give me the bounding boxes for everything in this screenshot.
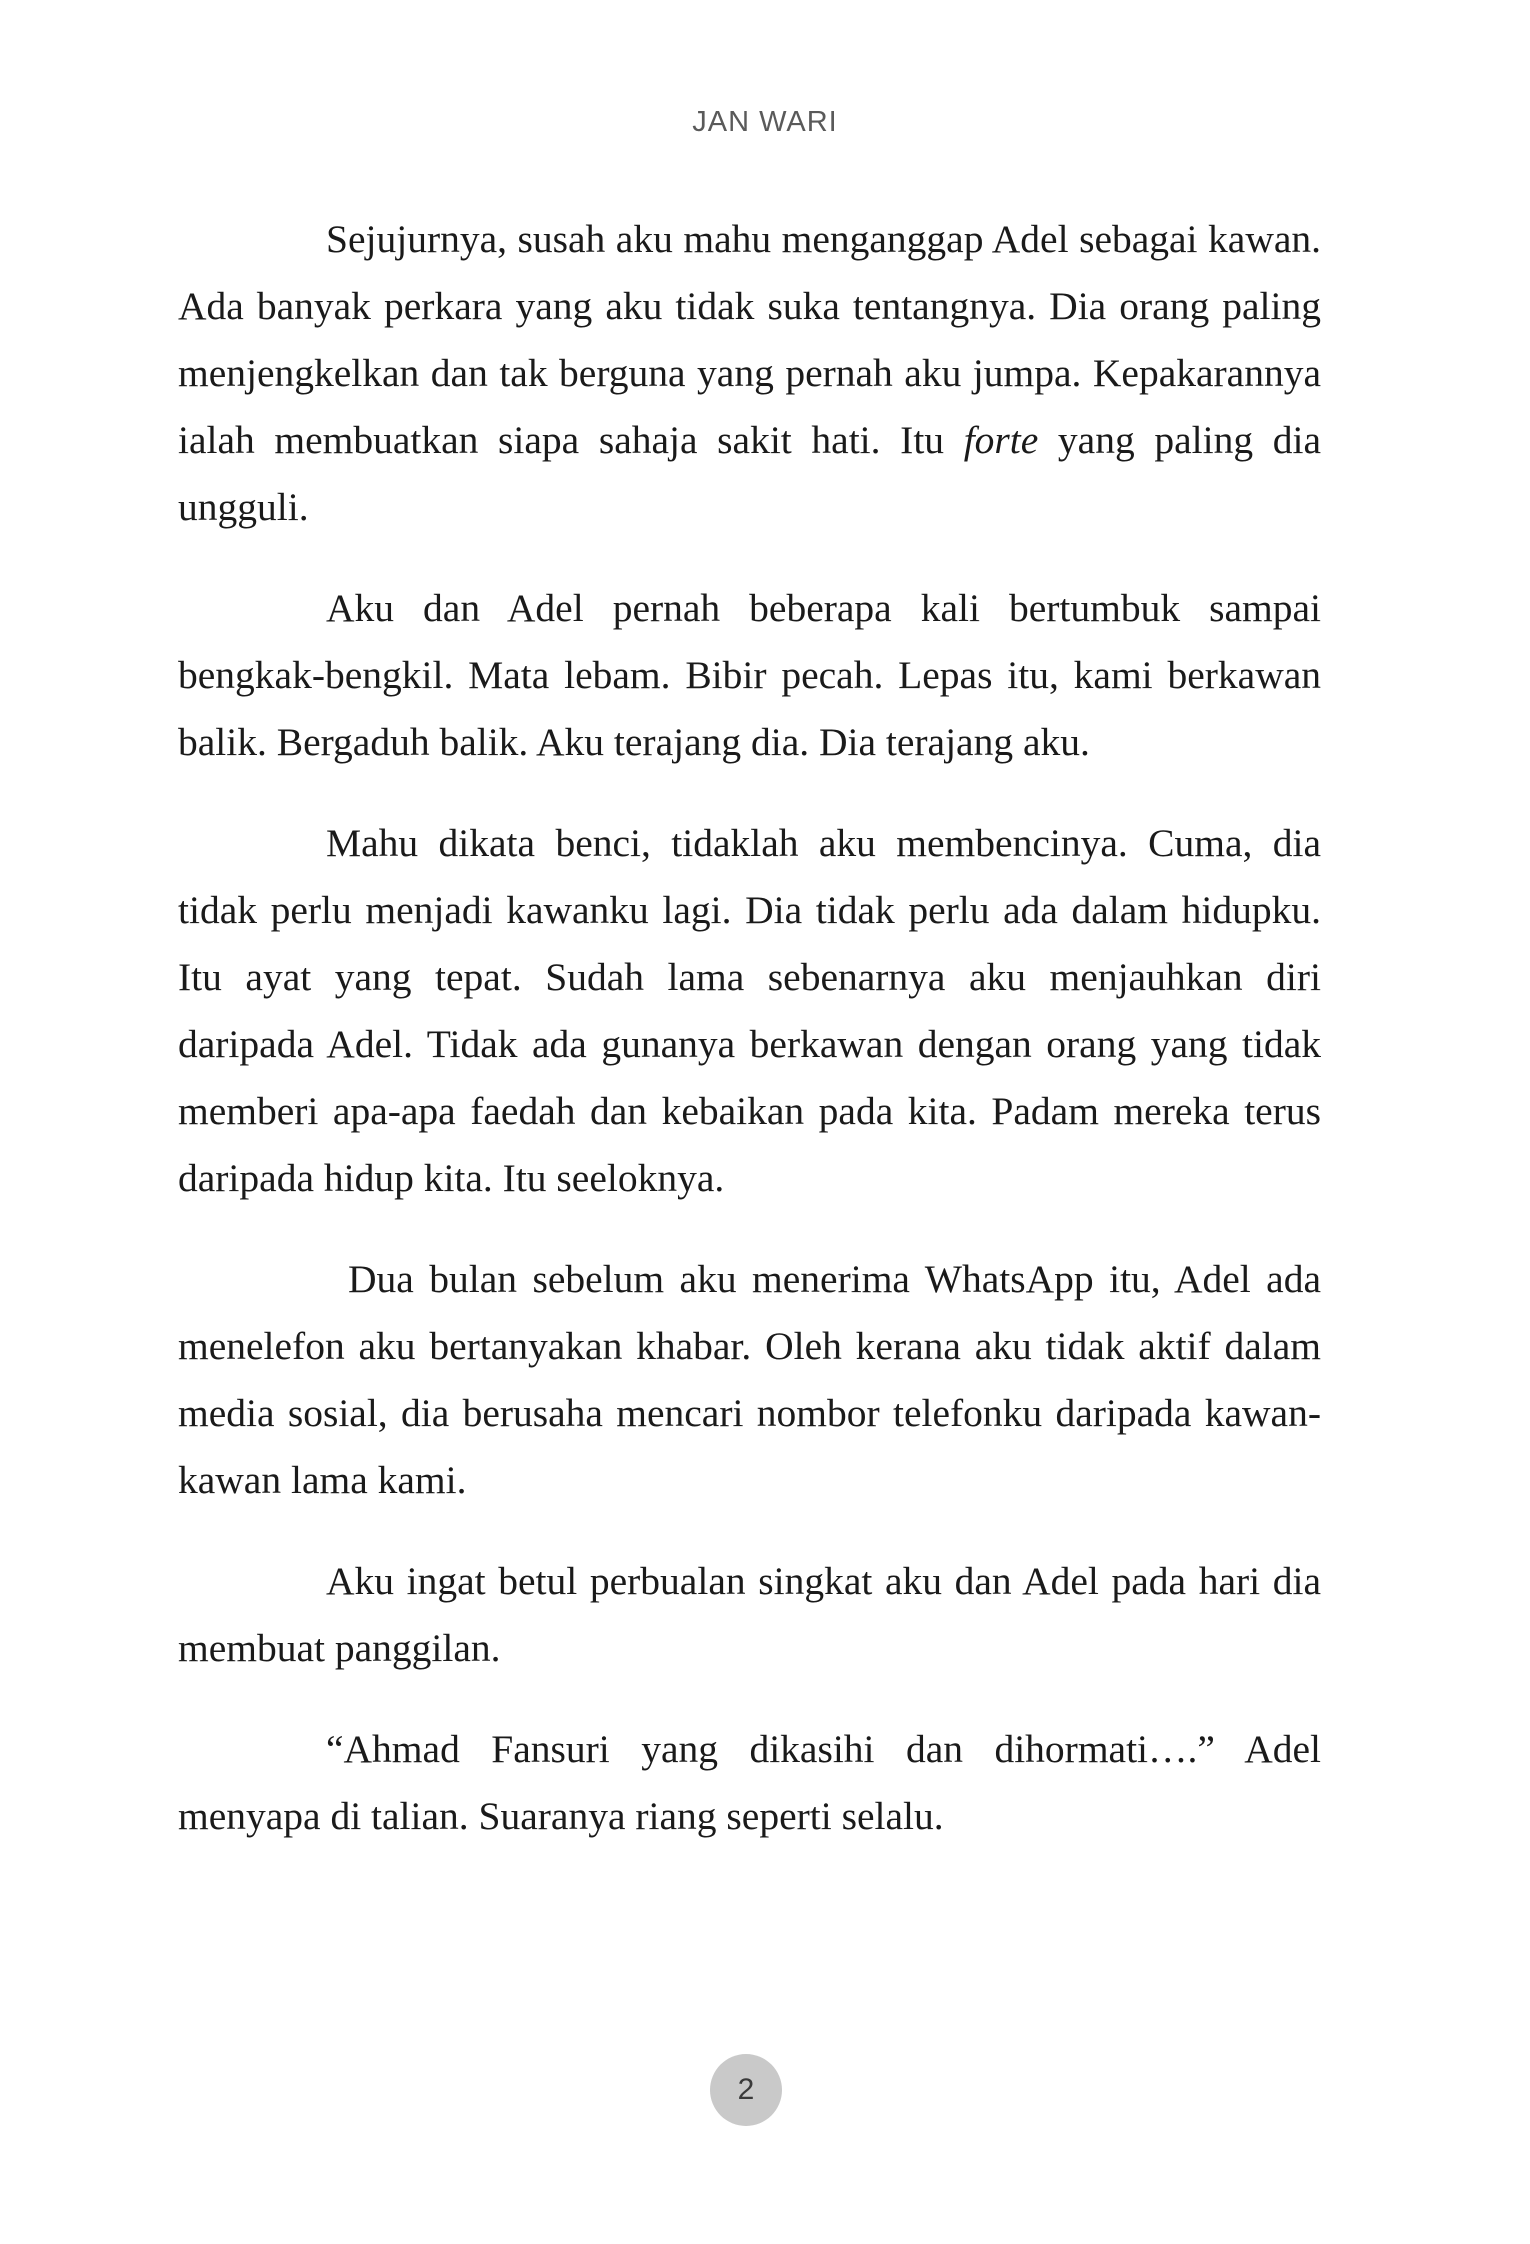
paragraph-5: Aku ingat betul perbualan singkat aku dan Adel pada hari dia membuat panggilan. [178, 1559, 1321, 1670]
paragraph-2: Aku dan Adel pernah beberapa kali bertumbuk sampai bengkak-bengkil. Mata lebam. Bibir pecah. Lepas itu, kami berkawan balik. Bergaduh balik. Aku terajang dia. Dia terajang aku. [178, 586, 1321, 764]
running-header: JAN WARI [692, 106, 838, 138]
paragraph-1 [178, 206, 1321, 541]
paragraph-1-text-end: yang paling dia ungguli. [178, 418, 1321, 529]
body-text [178, 206, 1321, 1884]
paragraph-1-text: Sejujurnya, susah aku mahu menganggap Adel sebagai kawan. Ada banyak perkara yang aku tidak suka tentangnya. Dia orang paling menjengkelkan dan tak berguna yang pernah aku jumpa. Kepakarannya ialah membuatkan siapa sahaja sakit hati. Itu [178, 217, 1321, 462]
paragraph-6: “Ahmad Fansuri yang dikasihi dan dihormati….” Adel menyapa di talian. Suaranya riang seperti selalu. [178, 1727, 1321, 1838]
paragraph-3: Mahu dikata benci, tidaklah aku membencinya. Cuma, dia tidak perlu menjadi kawanku lagi. Dia tidak perlu ada dalam hidupku. Itu ayat yang tepat. Sudah lama sebenarnya aku menjauhkan diri daripada Adel. Tidak ada gunanya berkawan dengan orang yang tidak memberi apa-apa faedah dan kebaikan pada kita. Padam mereka terus daripada hidup kita. Itu seeloknya. [178, 821, 1321, 1200]
page-number-badge: 2 [710, 2054, 782, 2126]
paragraph-4: Dua bulan sebelum aku menerima WhatsApp itu, Adel ada menelefon aku bertanyakan khabar. Oleh kerana aku tidak aktif dalam media sosial, dia berusaha mencari nombor telefonku daripada kawan-kawan lama kami. [178, 1257, 1321, 1502]
italic-word: forte [963, 418, 1039, 462]
